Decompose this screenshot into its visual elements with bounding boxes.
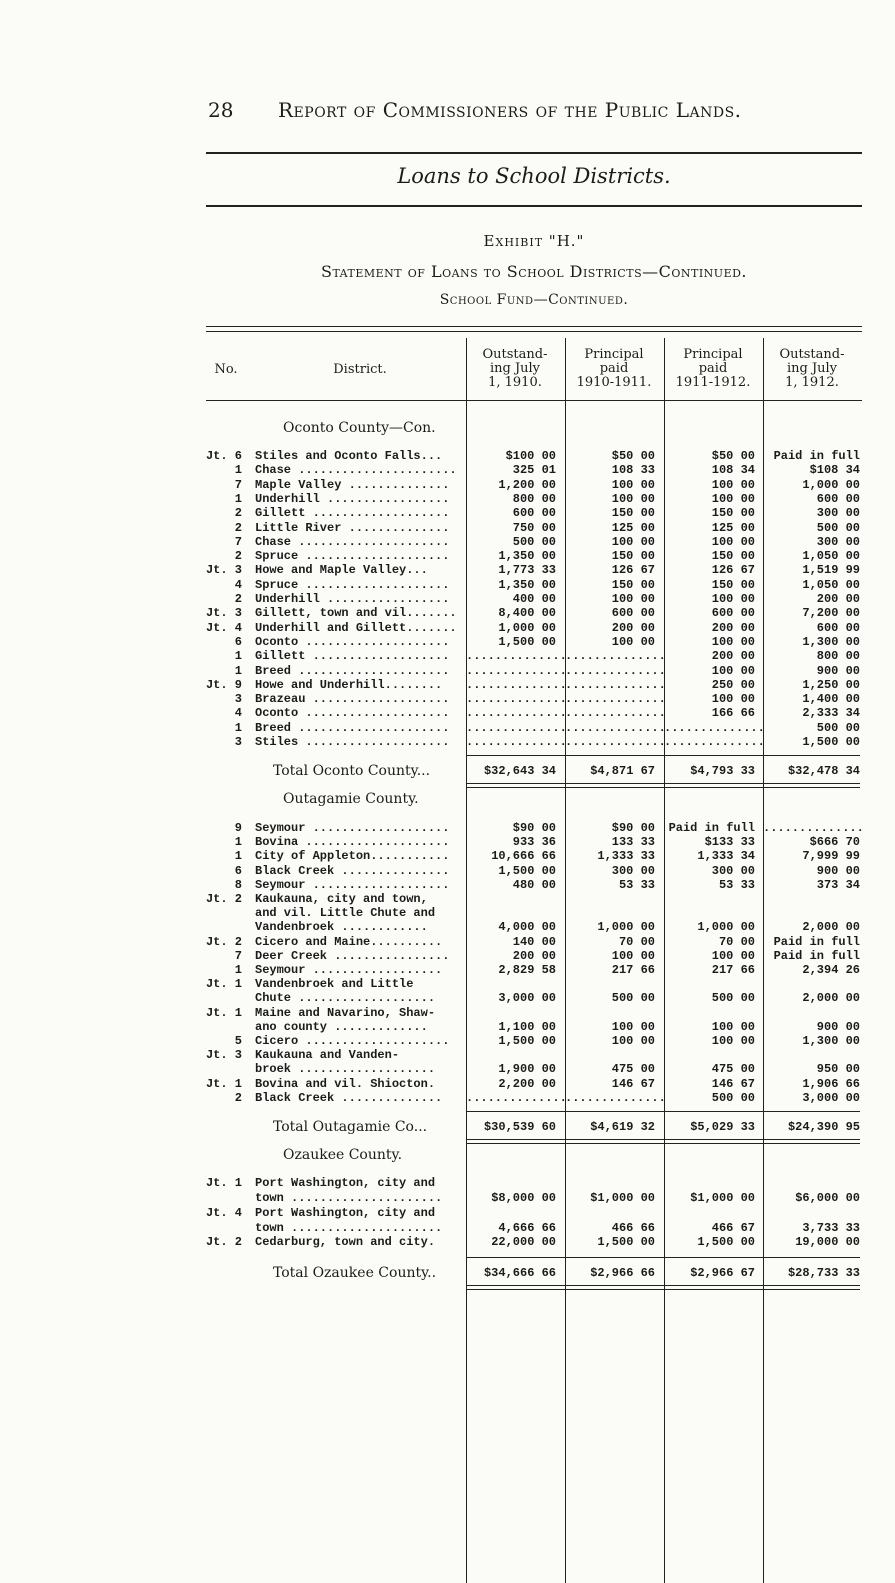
total-under-rule-1 <box>466 1139 860 1140</box>
outstanding-1912: 1,300 00 <box>802 1034 860 1048</box>
row-district: Stiles and Oconto Falls... <box>255 449 443 463</box>
row-district: Breed ..................... <box>255 664 450 678</box>
outstanding-1910: .............. <box>466 735 567 749</box>
outstanding-1912: 373 34 <box>816 878 860 892</box>
table-top-rule-1 <box>206 326 862 327</box>
row-district: Bovina .................... <box>255 835 450 849</box>
row-number: Jt. 1 <box>205 1006 242 1020</box>
outstanding-1912: Paid in full <box>773 935 860 949</box>
outstanding-1910: 22,000 00 <box>491 1235 556 1249</box>
row-district: Chase ...................... <box>255 463 457 477</box>
row-number: Jt. 3 <box>205 1048 242 1062</box>
outstanding-1912: 1,300 00 <box>802 635 860 649</box>
paid-1911-1912: 150 00 <box>711 578 755 592</box>
row-district: Howe and Underhill........ <box>255 678 443 692</box>
paid-1911-1912: 166 66 <box>711 706 755 720</box>
outstanding-1910: 2,829 58 <box>498 963 556 977</box>
page-number: 28 <box>208 98 234 122</box>
outstanding-1910: 1,500 00 <box>498 1034 556 1048</box>
row-district: Maple Valley .............. <box>255 478 450 492</box>
paid-1911-1912: 500 00 <box>711 991 755 1005</box>
paid-1911-1912: 1,500 00 <box>697 1235 755 1249</box>
exhibit-title: Exhibit "H." <box>483 232 585 250</box>
paid-1911-1912: 100 00 <box>711 1020 755 1034</box>
paid-1910-1911: 100 00 <box>611 492 655 506</box>
paid-1911-1912: 146 67 <box>711 1077 755 1091</box>
row-district: Seymour ................... <box>255 821 450 835</box>
header-col3-line: paid <box>698 361 728 376</box>
header-col4-line: ing July <box>786 361 838 376</box>
header-col4-line: Outstand- <box>779 347 845 362</box>
outstanding-1912: 3,000 00 <box>802 1091 860 1105</box>
row-district: Cicero and Maine.......... <box>255 935 443 949</box>
outstanding-1912: 7,200 00 <box>802 606 860 620</box>
row-district: ano county ............. <box>255 1020 428 1034</box>
outstanding-1910: .............. <box>466 649 567 663</box>
row-district: Bovina and vil. Shiocton. <box>255 1077 436 1091</box>
row-district: Seymour .................. <box>255 963 443 977</box>
outstanding-1912: 200 00 <box>816 592 860 606</box>
outstanding-1910: 4,000 00 <box>498 920 556 934</box>
row-number: 7 <box>234 949 242 963</box>
paid-1910-1911: .............. <box>565 1091 666 1105</box>
top-rule <box>206 152 862 154</box>
outstanding-1912: Paid in full <box>773 949 860 963</box>
outstanding-1910: 1,200 00 <box>498 478 556 492</box>
row-number: Jt. 1 <box>205 1176 242 1190</box>
paid-1910-1911: .............. <box>565 706 666 720</box>
outstanding-1910: .............. <box>466 1091 567 1105</box>
outstanding-1910: 1,000 00 <box>498 621 556 635</box>
row-number: Jt. 2 <box>205 1235 242 1249</box>
total-paid-1910-1911: $4,871 67 <box>590 764 655 778</box>
row-district: Chase ..................... <box>255 535 450 549</box>
paid-1911-1912: 126 67 <box>711 563 755 577</box>
paid-1911-1912: 100 00 <box>711 492 755 506</box>
section-title: Oconto County—Con. <box>283 420 436 436</box>
total-label: Total Ozaukee County.. <box>273 1265 437 1281</box>
row-district: Kaukauna and Vanden- <box>255 1048 400 1062</box>
outstanding-1910: 140 00 <box>512 935 556 949</box>
paid-1910-1911: 1,333 33 <box>597 849 655 863</box>
row-district: Brazeau ................... <box>255 692 450 706</box>
row-district: Gillett ................... <box>255 506 450 520</box>
paid-1910-1911: 108 33 <box>611 463 655 477</box>
outstanding-1910: $90 00 <box>512 821 556 835</box>
outstanding-1910: $100 00 <box>505 449 556 463</box>
outstanding-1912: 300 00 <box>816 506 860 520</box>
row-district: Oconto .................... <box>255 706 450 720</box>
outstanding-1912: $666 70 <box>809 835 860 849</box>
paid-1911-1912: 1,333 34 <box>697 849 755 863</box>
outstanding-1912: 800 00 <box>816 649 860 663</box>
outstanding-1910: 1,350 00 <box>498 549 556 563</box>
row-number: 2 <box>234 506 242 520</box>
row-district: Black Creek .............. <box>255 1091 443 1105</box>
paid-1910-1911: $1,000 00 <box>590 1191 655 1205</box>
header-col3-line: Principal <box>683 347 743 362</box>
total-outstanding-1912: $28,733 33 <box>787 1266 860 1280</box>
header-col2-line: paid <box>599 361 629 376</box>
paid-1911-1912: 150 00 <box>711 506 755 520</box>
row-district: Vandenbroek ............ <box>255 920 428 934</box>
row-district: Maine and Navarino, Shaw- <box>255 1006 436 1020</box>
paid-1911-1912: 475 00 <box>711 1062 755 1076</box>
row-district: town ..................... <box>255 1191 443 1205</box>
outstanding-1910: 480 00 <box>512 878 556 892</box>
paid-1910-1911: .............. <box>565 735 666 749</box>
row-number: Jt. 4 <box>205 1206 242 1220</box>
total-rule <box>466 1257 860 1258</box>
outstanding-1912: 950 00 <box>816 1062 860 1076</box>
row-number: 6 <box>234 635 242 649</box>
row-number: Jt. 6 <box>205 449 242 463</box>
paid-1910-1911: 146 67 <box>611 1077 655 1091</box>
paid-1910-1911: 53 33 <box>618 878 655 892</box>
paid-1910-1911: 500 00 <box>611 991 655 1005</box>
total-paid-1910-1911: $2,966 66 <box>590 1266 655 1280</box>
row-number: 2 <box>234 1091 242 1105</box>
outstanding-1912: 2,394 26 <box>802 963 860 977</box>
row-number: 3 <box>234 692 242 706</box>
paid-1910-1911: 1,500 00 <box>597 1235 655 1249</box>
outstanding-1912: $6,000 00 <box>795 1191 860 1205</box>
paid-1910-1911: 100 00 <box>611 478 655 492</box>
row-number: Jt. 2 <box>205 892 242 906</box>
outstanding-1912: 300 00 <box>816 535 860 549</box>
row-district: Cedarburg, town and city. <box>255 1235 436 1249</box>
outstanding-1910: 325 01 <box>512 463 556 477</box>
row-district: Black Creek ............... <box>255 864 450 878</box>
outstanding-1910: 3,000 00 <box>498 991 556 1005</box>
outstanding-1910: .............. <box>466 692 567 706</box>
paid-1911-1912: Paid in full <box>668 821 755 835</box>
paid-1910-1911: 150 00 <box>611 549 655 563</box>
row-district: Howe and Maple Valley... <box>255 563 428 577</box>
outstanding-1912: 1,400 00 <box>802 692 860 706</box>
total-outstanding-1912: $24,390 95 <box>787 1120 860 1134</box>
paid-1910-1911: 133 33 <box>611 835 655 849</box>
outstanding-1912: Paid in full <box>773 449 860 463</box>
row-district: Oconto .................... <box>255 635 450 649</box>
row-number: 1 <box>234 463 242 477</box>
outstanding-1910: 1,500 00 <box>498 864 556 878</box>
outstanding-1910: 800 00 <box>512 492 556 506</box>
outstanding-1912: 1,050 00 <box>802 549 860 563</box>
paid-1910-1911: 150 00 <box>611 578 655 592</box>
fund-title: School Fund—Continued. <box>439 292 629 308</box>
total-label: Total Oconto County... <box>273 763 431 779</box>
outstanding-1912: 1,519 99 <box>802 563 860 577</box>
row-number: 2 <box>234 549 242 563</box>
row-number: 6 <box>234 864 242 878</box>
row-district: Underhill ................. <box>255 592 450 606</box>
paid-1911-1912: $50 00 <box>711 449 755 463</box>
row-number: Jt. 2 <box>205 935 242 949</box>
paid-1910-1911: 100 00 <box>611 535 655 549</box>
total-outstanding-1910: $30,539 60 <box>483 1120 556 1134</box>
paid-1910-1911: 475 00 <box>611 1062 655 1076</box>
paid-1911-1912: 100 00 <box>711 592 755 606</box>
outstanding-1912: 19,000 00 <box>795 1235 860 1249</box>
row-district: Spruce .................... <box>255 578 450 592</box>
outstanding-1912: 7,999 99 <box>802 849 860 863</box>
header-col3-line: 1911-1912. <box>675 375 751 390</box>
paid-1910-1911: 100 00 <box>611 1034 655 1048</box>
outstanding-1910: 1,900 00 <box>498 1062 556 1076</box>
section-title: Ozaukee County. <box>283 1147 403 1163</box>
outstanding-1912: 600 00 <box>816 621 860 635</box>
outstanding-1910: 1,500 00 <box>498 635 556 649</box>
row-district: Port Washington, city and <box>255 1176 436 1190</box>
outstanding-1912: .............. <box>763 821 864 835</box>
outstanding-1910: 750 00 <box>512 521 556 535</box>
paid-1911-1912: 217 66 <box>711 963 755 977</box>
paid-1911-1912: 200 00 <box>711 621 755 635</box>
outstanding-1910: 400 00 <box>512 592 556 606</box>
outstanding-1910: 4,666 66 <box>498 1221 556 1235</box>
row-number: 4 <box>234 706 242 720</box>
outstanding-1912: 2,333 34 <box>802 706 860 720</box>
paid-1911-1912: $1,000 00 <box>690 1191 755 1205</box>
row-number: 1 <box>234 963 242 977</box>
paid-1910-1911: .............. <box>565 692 666 706</box>
outstanding-1912: 1,000 00 <box>802 478 860 492</box>
row-district: Chute ................... <box>255 991 436 1005</box>
paid-1910-1911: .............. <box>565 721 666 735</box>
row-number: 1 <box>234 649 242 663</box>
total-under-rule-2 <box>466 787 860 788</box>
outstanding-1912: 900 00 <box>816 864 860 878</box>
row-number: Jt. 3 <box>205 606 242 620</box>
header-col4-line: 1, 1912. <box>785 375 839 390</box>
row-number: 1 <box>234 664 242 678</box>
total-paid-1910-1911: $4,619 32 <box>590 1120 655 1134</box>
row-number: 9 <box>234 821 242 835</box>
paid-1911-1912: 500 00 <box>711 1091 755 1105</box>
outstanding-1912: 500 00 <box>816 521 860 535</box>
paid-1910-1911: 100 00 <box>611 635 655 649</box>
row-number: 1 <box>234 492 242 506</box>
outstanding-1910: 600 00 <box>512 506 556 520</box>
paid-1910-1911: 1,000 00 <box>597 920 655 934</box>
header-col1-line: Outstand- <box>482 347 548 362</box>
outstanding-1912: 2,000 00 <box>802 991 860 1005</box>
row-district: Spruce .................... <box>255 549 450 563</box>
total-under-rule-2 <box>466 1143 860 1144</box>
paid-1911-1912: .............. <box>664 735 765 749</box>
paid-1910-1911: 100 00 <box>611 1020 655 1034</box>
row-district: town ..................... <box>255 1221 443 1235</box>
row-district: Underhill ................. <box>255 492 450 506</box>
row-district: Underhill and Gillett....... <box>255 621 457 635</box>
outstanding-1912: 900 00 <box>816 1020 860 1034</box>
row-district: Gillett, town and vil....... <box>255 606 457 620</box>
outstanding-1912: 1,500 00 <box>802 735 860 749</box>
row-number: 7 <box>234 478 242 492</box>
paid-1911-1912: 600 00 <box>711 606 755 620</box>
row-district: Cicero .................... <box>255 1034 450 1048</box>
row-district: Port Washington, city and <box>255 1206 436 1220</box>
total-under-rule-1 <box>466 783 860 784</box>
header-district: District. <box>333 362 387 377</box>
total-under-rule-2 <box>466 1289 860 1290</box>
outstanding-1912: 500 00 <box>816 721 860 735</box>
total-paid-1911-1912: $4,793 33 <box>690 764 755 778</box>
row-number: 2 <box>234 592 242 606</box>
paid-1910-1911: $90 00 <box>611 821 655 835</box>
paid-1910-1911: 300 00 <box>611 864 655 878</box>
paid-1911-1912: 108 34 <box>711 463 755 477</box>
paid-1911-1912: .............. <box>664 721 765 735</box>
paid-1911-1912: 100 00 <box>711 1034 755 1048</box>
paid-1911-1912: 100 00 <box>711 949 755 963</box>
header-col1-line: 1, 1910. <box>488 375 542 390</box>
total-paid-1911-1912: $5,029 33 <box>690 1120 755 1134</box>
paid-1911-1912: 150 00 <box>711 549 755 563</box>
total-outstanding-1912: $32,478 34 <box>787 764 860 778</box>
row-number: 3 <box>234 735 242 749</box>
row-district: Gillett ................... <box>255 649 450 663</box>
outstanding-1910: .............. <box>466 721 567 735</box>
outstanding-1912: 1,250 00 <box>802 678 860 692</box>
paid-1910-1911: 100 00 <box>611 949 655 963</box>
outstanding-1910: 200 00 <box>512 949 556 963</box>
header-col1-line: ing July <box>489 361 541 376</box>
paid-1911-1912: 100 00 <box>711 692 755 706</box>
paid-1910-1911: 70 00 <box>618 935 655 949</box>
paid-1910-1911: 125 00 <box>611 521 655 535</box>
paid-1911-1912: 100 00 <box>711 664 755 678</box>
section-title: Outagamie County. <box>283 791 419 807</box>
outstanding-1910: .............. <box>466 664 567 678</box>
row-number: 1 <box>234 835 242 849</box>
row-district: Vandenbroek and Little <box>255 977 414 991</box>
paid-1911-1912: 70 00 <box>718 935 755 949</box>
total-outstanding-1910: $34,666 66 <box>483 1266 556 1280</box>
outstanding-1910: .............. <box>466 678 567 692</box>
outstanding-1910: .............. <box>466 706 567 720</box>
row-number: 7 <box>234 535 242 549</box>
statement-title: Statement of Loans to School Districts—Continued. <box>320 262 747 281</box>
outstanding-1912: $108 34 <box>809 463 860 477</box>
total-label: Total Outagamie Co... <box>273 1119 428 1135</box>
outstanding-1912: 900 00 <box>816 664 860 678</box>
row-number: Jt. 9 <box>205 678 242 692</box>
row-district: City of Appleton........... <box>255 849 450 863</box>
row-number: 1 <box>234 721 242 735</box>
outstanding-1910: 1,100 00 <box>498 1020 556 1034</box>
header-col2-line: 1910-1911. <box>576 375 652 390</box>
paid-1910-1911: .............. <box>565 664 666 678</box>
paid-1911-1912: 200 00 <box>711 649 755 663</box>
paid-1910-1911: 217 66 <box>611 963 655 977</box>
row-number: 1 <box>234 849 242 863</box>
row-number: 5 <box>234 1034 242 1048</box>
row-district: and vil. Little Chute and <box>255 906 436 920</box>
paid-1911-1912: 53 33 <box>718 878 755 892</box>
row-district: Breed ..................... <box>255 721 450 735</box>
paid-1911-1912: 300 00 <box>711 864 755 878</box>
total-under-rule-1 <box>466 1285 860 1286</box>
row-district: Deer Creek ................ <box>255 949 450 963</box>
row-number: Jt. 1 <box>205 1077 242 1091</box>
outstanding-1912: 3,733 33 <box>802 1221 860 1235</box>
outstanding-1910: 1,350 00 <box>498 578 556 592</box>
outstanding-1910: $8,000 00 <box>491 1191 556 1205</box>
paid-1911-1912: 100 00 <box>711 635 755 649</box>
paid-1911-1912: 466 67 <box>711 1221 755 1235</box>
paid-1910-1911: 126 67 <box>611 563 655 577</box>
row-district: Seymour ................... <box>255 878 450 892</box>
row-district: Little River .............. <box>255 521 450 535</box>
header-no: No. <box>214 362 238 377</box>
header-col2-line: Principal <box>584 347 644 362</box>
outstanding-1912: 600 00 <box>816 492 860 506</box>
total-rule <box>466 1111 860 1112</box>
row-district: broek ................... <box>255 1062 436 1076</box>
outstanding-1912: 2,000 00 <box>802 920 860 934</box>
row-number: Jt. 4 <box>205 621 242 635</box>
paid-1911-1912: 250 00 <box>711 678 755 692</box>
outstanding-1910: 500 00 <box>512 535 556 549</box>
total-paid-1911-1912: $2,966 67 <box>690 1266 755 1280</box>
paid-1910-1911: $50 00 <box>611 449 655 463</box>
paid-1910-1911: 200 00 <box>611 621 655 635</box>
paid-1910-1911: .............. <box>565 649 666 663</box>
paid-1910-1911: 100 00 <box>611 592 655 606</box>
outstanding-1910: 933 36 <box>512 835 556 849</box>
outstanding-1912: 1,906 66 <box>802 1077 860 1091</box>
subject-rule <box>206 205 862 207</box>
table-top-rule-2 <box>206 331 862 332</box>
row-number: 4 <box>234 578 242 592</box>
paid-1911-1912: 125 00 <box>711 521 755 535</box>
total-rule <box>466 755 860 756</box>
paid-1910-1911: 466 66 <box>611 1221 655 1235</box>
paid-1911-1912: $133 33 <box>704 835 755 849</box>
paid-1911-1912: 100 00 <box>711 478 755 492</box>
outstanding-1910: 1,773 33 <box>498 563 556 577</box>
row-district: Kaukauna, city and town, <box>255 892 428 906</box>
paid-1910-1911: 150 00 <box>611 506 655 520</box>
row-district: Stiles .................... <box>255 735 450 749</box>
paid-1910-1911: 600 00 <box>611 606 655 620</box>
paid-1911-1912: 100 00 <box>711 535 755 549</box>
row-number: Jt. 3 <box>205 563 242 577</box>
row-number: 8 <box>234 878 242 892</box>
outstanding-1910: 10,666 66 <box>491 849 556 863</box>
paid-1910-1911: .............. <box>565 678 666 692</box>
row-number: Jt. 1 <box>205 977 242 991</box>
total-outstanding-1910: $32,643 34 <box>483 764 556 778</box>
outstanding-1910: 8,400 00 <box>498 606 556 620</box>
row-number: 2 <box>234 521 242 535</box>
outstanding-1912: 1,050 00 <box>802 578 860 592</box>
paid-1911-1912: 1,000 00 <box>697 920 755 934</box>
subject-heading: Loans to School Districts. <box>397 164 671 188</box>
running-head: Report of Commissioners of the Public Lands. <box>278 98 742 122</box>
outstanding-1910: 2,200 00 <box>498 1077 556 1091</box>
